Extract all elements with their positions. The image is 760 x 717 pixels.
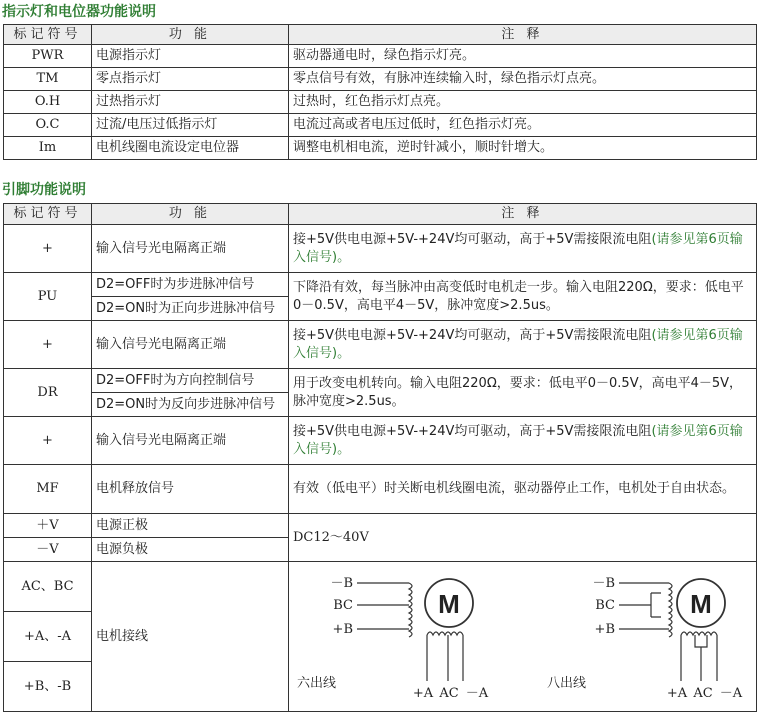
table-row bbox=[4, 45, 757, 68]
note-text: 接+5V供电电源+5V-+24V均可驱动，高于+5V需接限流电阻 bbox=[293, 231, 652, 247]
motor-letter: M bbox=[690, 588, 712, 619]
header-function: 功 能 bbox=[92, 25, 289, 45]
row-symbol: + bbox=[4, 321, 92, 369]
row-function: 电源负极 bbox=[92, 538, 289, 562]
section-title-indicators: 指示灯和电位器功能说明 bbox=[2, 4, 156, 20]
table-row bbox=[4, 273, 757, 297]
row-function: 电机线圈电流设定电位器 bbox=[92, 137, 289, 160]
row-symbol: +A、-A bbox=[4, 612, 92, 662]
row-symbol: Im bbox=[4, 137, 92, 160]
row-symbol: + bbox=[4, 225, 92, 273]
wire-label: －A bbox=[465, 685, 489, 701]
row-function: 电机释放信号 bbox=[92, 465, 289, 514]
row-note: 调整电机相电流，逆时针减小，顺时针增大。 bbox=[289, 137, 757, 160]
wiring-diagram-cell bbox=[289, 562, 757, 712]
row-symbol: MF bbox=[4, 465, 92, 514]
table-row bbox=[4, 465, 757, 514]
row-note: 用于改变电机转向。输入电阻220Ω，要求：低电平0－0.5V，高电平4－5V，脉冲宽度>2.5us。 bbox=[289, 369, 757, 417]
header-symbol: 标记符号 bbox=[4, 204, 92, 225]
note-text: 接+5V供电电源+5V-+24V均可驱动，高于+5V需接限流电阻 bbox=[293, 423, 652, 439]
row-note: 零点信号有效，有脉冲连续输入时，绿色指示灯点亮。 bbox=[289, 68, 757, 91]
indicator-table bbox=[3, 24, 757, 160]
table-row bbox=[4, 562, 757, 612]
row-function: 电机接线 bbox=[92, 562, 289, 712]
wire-label: －B bbox=[592, 575, 615, 591]
table-row bbox=[4, 417, 757, 465]
wire-label: +B bbox=[594, 621, 615, 637]
wire-label: －A bbox=[719, 685, 743, 701]
row-function: 电源指示灯 bbox=[92, 45, 289, 68]
coil-a bbox=[427, 632, 463, 635]
section-title-pins: 引脚功能说明 bbox=[2, 182, 86, 198]
row-function: 输入信号光电隔离正端 bbox=[92, 417, 289, 465]
table-row bbox=[4, 514, 757, 538]
table-header-row bbox=[4, 204, 757, 225]
coil-b bbox=[409, 583, 412, 637]
note-text: 接+5V供电电源+5V-+24V均可驱动，高于+5V需接限流电阻 bbox=[293, 327, 652, 343]
row-symbol: PU bbox=[4, 273, 92, 321]
wire-label: +B bbox=[332, 621, 353, 637]
table-header-row bbox=[4, 25, 757, 45]
row-symbol: +B、-B bbox=[4, 662, 92, 712]
table-row bbox=[4, 114, 757, 137]
row-function: D2=ON时为反向步进脉冲信号 bbox=[92, 393, 289, 417]
row-symbol: TM bbox=[4, 68, 92, 91]
table-row bbox=[4, 225, 757, 273]
header-function: 功 能 bbox=[92, 204, 289, 225]
wire-label: BC bbox=[333, 597, 353, 613]
row-note: DC12～40V bbox=[289, 514, 757, 562]
row-note: 下降沿有效，每当脉冲由高变低时电机走一步。输入电阻220Ω，要求：低电平0－0.5V，高电平4－5V，脉冲宽度>2.5us。 bbox=[289, 273, 757, 321]
row-note: 过热时，红色指示灯点亮。 bbox=[289, 91, 757, 114]
row-symbol: + bbox=[4, 417, 92, 465]
six-wire-label: 六出线 bbox=[297, 675, 337, 691]
header-note: 注 释 bbox=[289, 204, 757, 225]
row-note: 有效（低电平）时关断电机线圈电流，驱动器停止工作，电机处于自由状态。 bbox=[289, 465, 757, 514]
eight-wire-label: 八出线 bbox=[547, 675, 587, 691]
note-link-text: (请参见第6页输入信号)。 bbox=[293, 327, 743, 361]
row-symbol: AC、BC bbox=[4, 562, 92, 612]
row-symbol: －V bbox=[4, 538, 92, 562]
row-function: 过流/电压过低指示灯 bbox=[92, 114, 289, 137]
header-symbol: 标记符号 bbox=[4, 25, 92, 45]
row-symbol: O.H bbox=[4, 91, 92, 114]
row-note bbox=[289, 321, 757, 369]
row-function: D2=OFF时为方向控制信号 bbox=[92, 369, 289, 393]
row-note bbox=[289, 225, 757, 273]
wire-label: +A bbox=[666, 685, 688, 701]
wire-line bbox=[651, 593, 661, 617]
row-note bbox=[289, 417, 757, 465]
row-function: D2=OFF时为步进脉冲信号 bbox=[92, 273, 289, 297]
pin-table bbox=[3, 203, 757, 712]
table-row bbox=[4, 321, 757, 369]
wire-label: +A bbox=[412, 685, 434, 701]
row-symbol: ＋V bbox=[4, 514, 92, 538]
table-row bbox=[4, 68, 757, 91]
wire-label: AC bbox=[693, 685, 713, 701]
wire-label: －B bbox=[330, 575, 353, 591]
row-function: 输入信号光电隔离正端 bbox=[92, 321, 289, 369]
row-function: 输入信号光电隔离正端 bbox=[92, 225, 289, 273]
row-function: 零点指示灯 bbox=[92, 68, 289, 91]
row-function: D2=ON时为正向步进脉冲信号 bbox=[92, 297, 289, 321]
row-function: 电源正极 bbox=[92, 514, 289, 538]
table-row bbox=[4, 137, 757, 160]
row-symbol: DR bbox=[4, 369, 92, 417]
row-symbol: O.C bbox=[4, 114, 92, 137]
row-note: 驱动器通电时，绿色指示灯亮。 bbox=[289, 45, 757, 68]
row-note: 电流过高或者电压过低时，红色指示灯亮。 bbox=[289, 114, 757, 137]
header-note: 注 释 bbox=[289, 25, 757, 45]
wire-label: AC bbox=[439, 685, 459, 701]
note-link-text: (请参见第6页输入信号)。 bbox=[293, 423, 743, 457]
wire-line bbox=[695, 635, 707, 647]
table-row bbox=[4, 91, 757, 114]
note-link-text: (请参见第6页输入信号)。 bbox=[293, 231, 743, 265]
motor-letter: M bbox=[438, 588, 460, 619]
row-function: 过热指示灯 bbox=[92, 91, 289, 114]
coil-a bbox=[681, 632, 717, 635]
table-row bbox=[4, 369, 757, 393]
row-symbol: PWR bbox=[4, 45, 92, 68]
coil-b bbox=[669, 583, 672, 637]
wiring-diagram bbox=[289, 563, 755, 711]
wire-label: BC bbox=[595, 597, 615, 613]
